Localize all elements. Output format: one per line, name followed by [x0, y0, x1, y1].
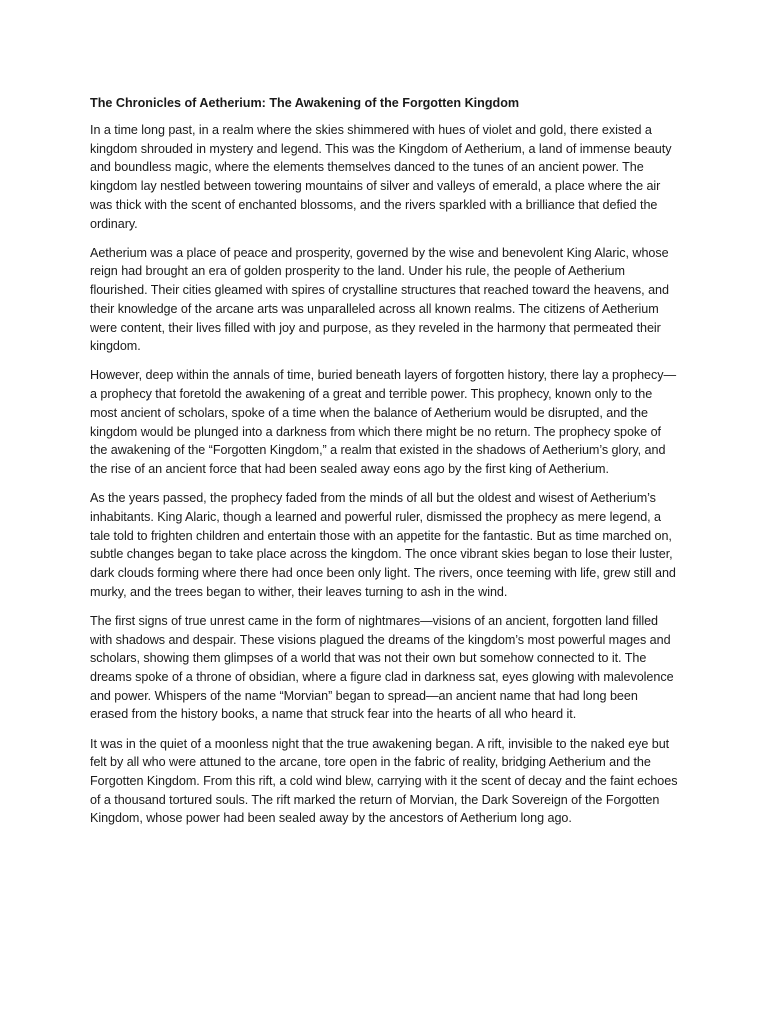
paragraph-1: In a time long past, in a realm where the skies shimmered with hues of violet and gold, there existed a kingdom shrouded in mystery and legend. This was the Kingdom of Aetherium, a land of immense beauty and boundless magic, where the elements themselves danced to the tunes of an ancient power. The kingdom lay nestled between towering mountains of silver and valleys of emerald, a place where the air was thick with the scent of enchanted blossoms, and the rivers sparkled with a brilliance that defied the ordinary.	[90, 123, 672, 231]
paragraph-3: However, deep within the annals of time, buried beneath layers of forgotten history, there lay a prophecy—a prophecy that foretold the awakening of a great and terrible power. This prophecy, known only to the most ancient of scholars, spoke of a time when the balance of Aetherium would be disrupted, and the kingdom would be plunged into a darkness from which there might be no return. The prophecy spoke of the awakening of the “Forgotten Kingdom,” a realm that existed in the shadows of Aetherium’s glory, and the rise of an ancient force that had been sealed away eons ago by the first king of Aetherium.	[90, 368, 677, 476]
paragraph-5: The first signs of true unrest came in the form of nightmares—visions of an ancient, forgotten land filled with shadows and despair. These visions plagued the dreams of the kingdom’s most powerful mages and scholars, showing them glimpses of a world that was not their own but somehow connected to it. The dreams spoke of a throne of obsidian, where a figure clad in darkness sat, eyes glowing with malevolence and power. Whispers of the name “Morvian” began to spread—an ancient name that had long been erased from the history books, a name that struck fear into the hearts of all who heard it.	[90, 613, 674, 722]
document-page	[90, 94, 678, 839]
paragraph-2: Aetherium was a place of peace and prosperity, governed by the wise and benevolent King Alaric, whose reign had brought an era of golden prosperity to the land. Under his rule, the people of Aetherium flourished. Their cities gleamed with spires of crystalline structures that reached toward the heavens, and their knowledge of the arcane arts was unparalleled across all known realms. The citizens of Aetherium were content, their lives filled with joy and purpose, as they reveled in the harmony that permeated their kingdom.	[90, 245, 669, 354]
paragraph-4: As the years passed, the prophecy faded from the minds of all but the oldest and wisest of Aetherium’s inhabitants. King Alaric, though a learned and powerful ruler, dismissed the prophecy as mere legend, a tale told to frighten children and entertain those with an appetite for the fantastic. But as time marched on, subtle changes began to take place across the kingdom. The once vibrant skies began to lose their luster, dark clouds forming where there had once been only light. The rivers, once teeming with life, grew still and murky, and the trees began to wither, their leaves turning to ash in the wind.	[90, 491, 676, 599]
document-title: The Chronicles of Aetherium: The Awakening of the Forgotten Kingdom	[90, 96, 520, 110]
paragraph-6: It was in the quiet of a moonless night that the true awakening began. A rift, invisible to the naked eye but felt by all who were attuned to the arcane, tore open in the fabric of reality, bridging Aetherium and the Forgotten Kingdom. From this rift, a cold wind blew, carrying with it the scent of decay and the faint echoes of a thousand tortured souls. The rift marked the return of Morvian, the Dark Sovereign of the Forgotten Kingdom, whose power had been sealed away by the ancestors of Aetherium long ago.	[90, 736, 678, 826]
